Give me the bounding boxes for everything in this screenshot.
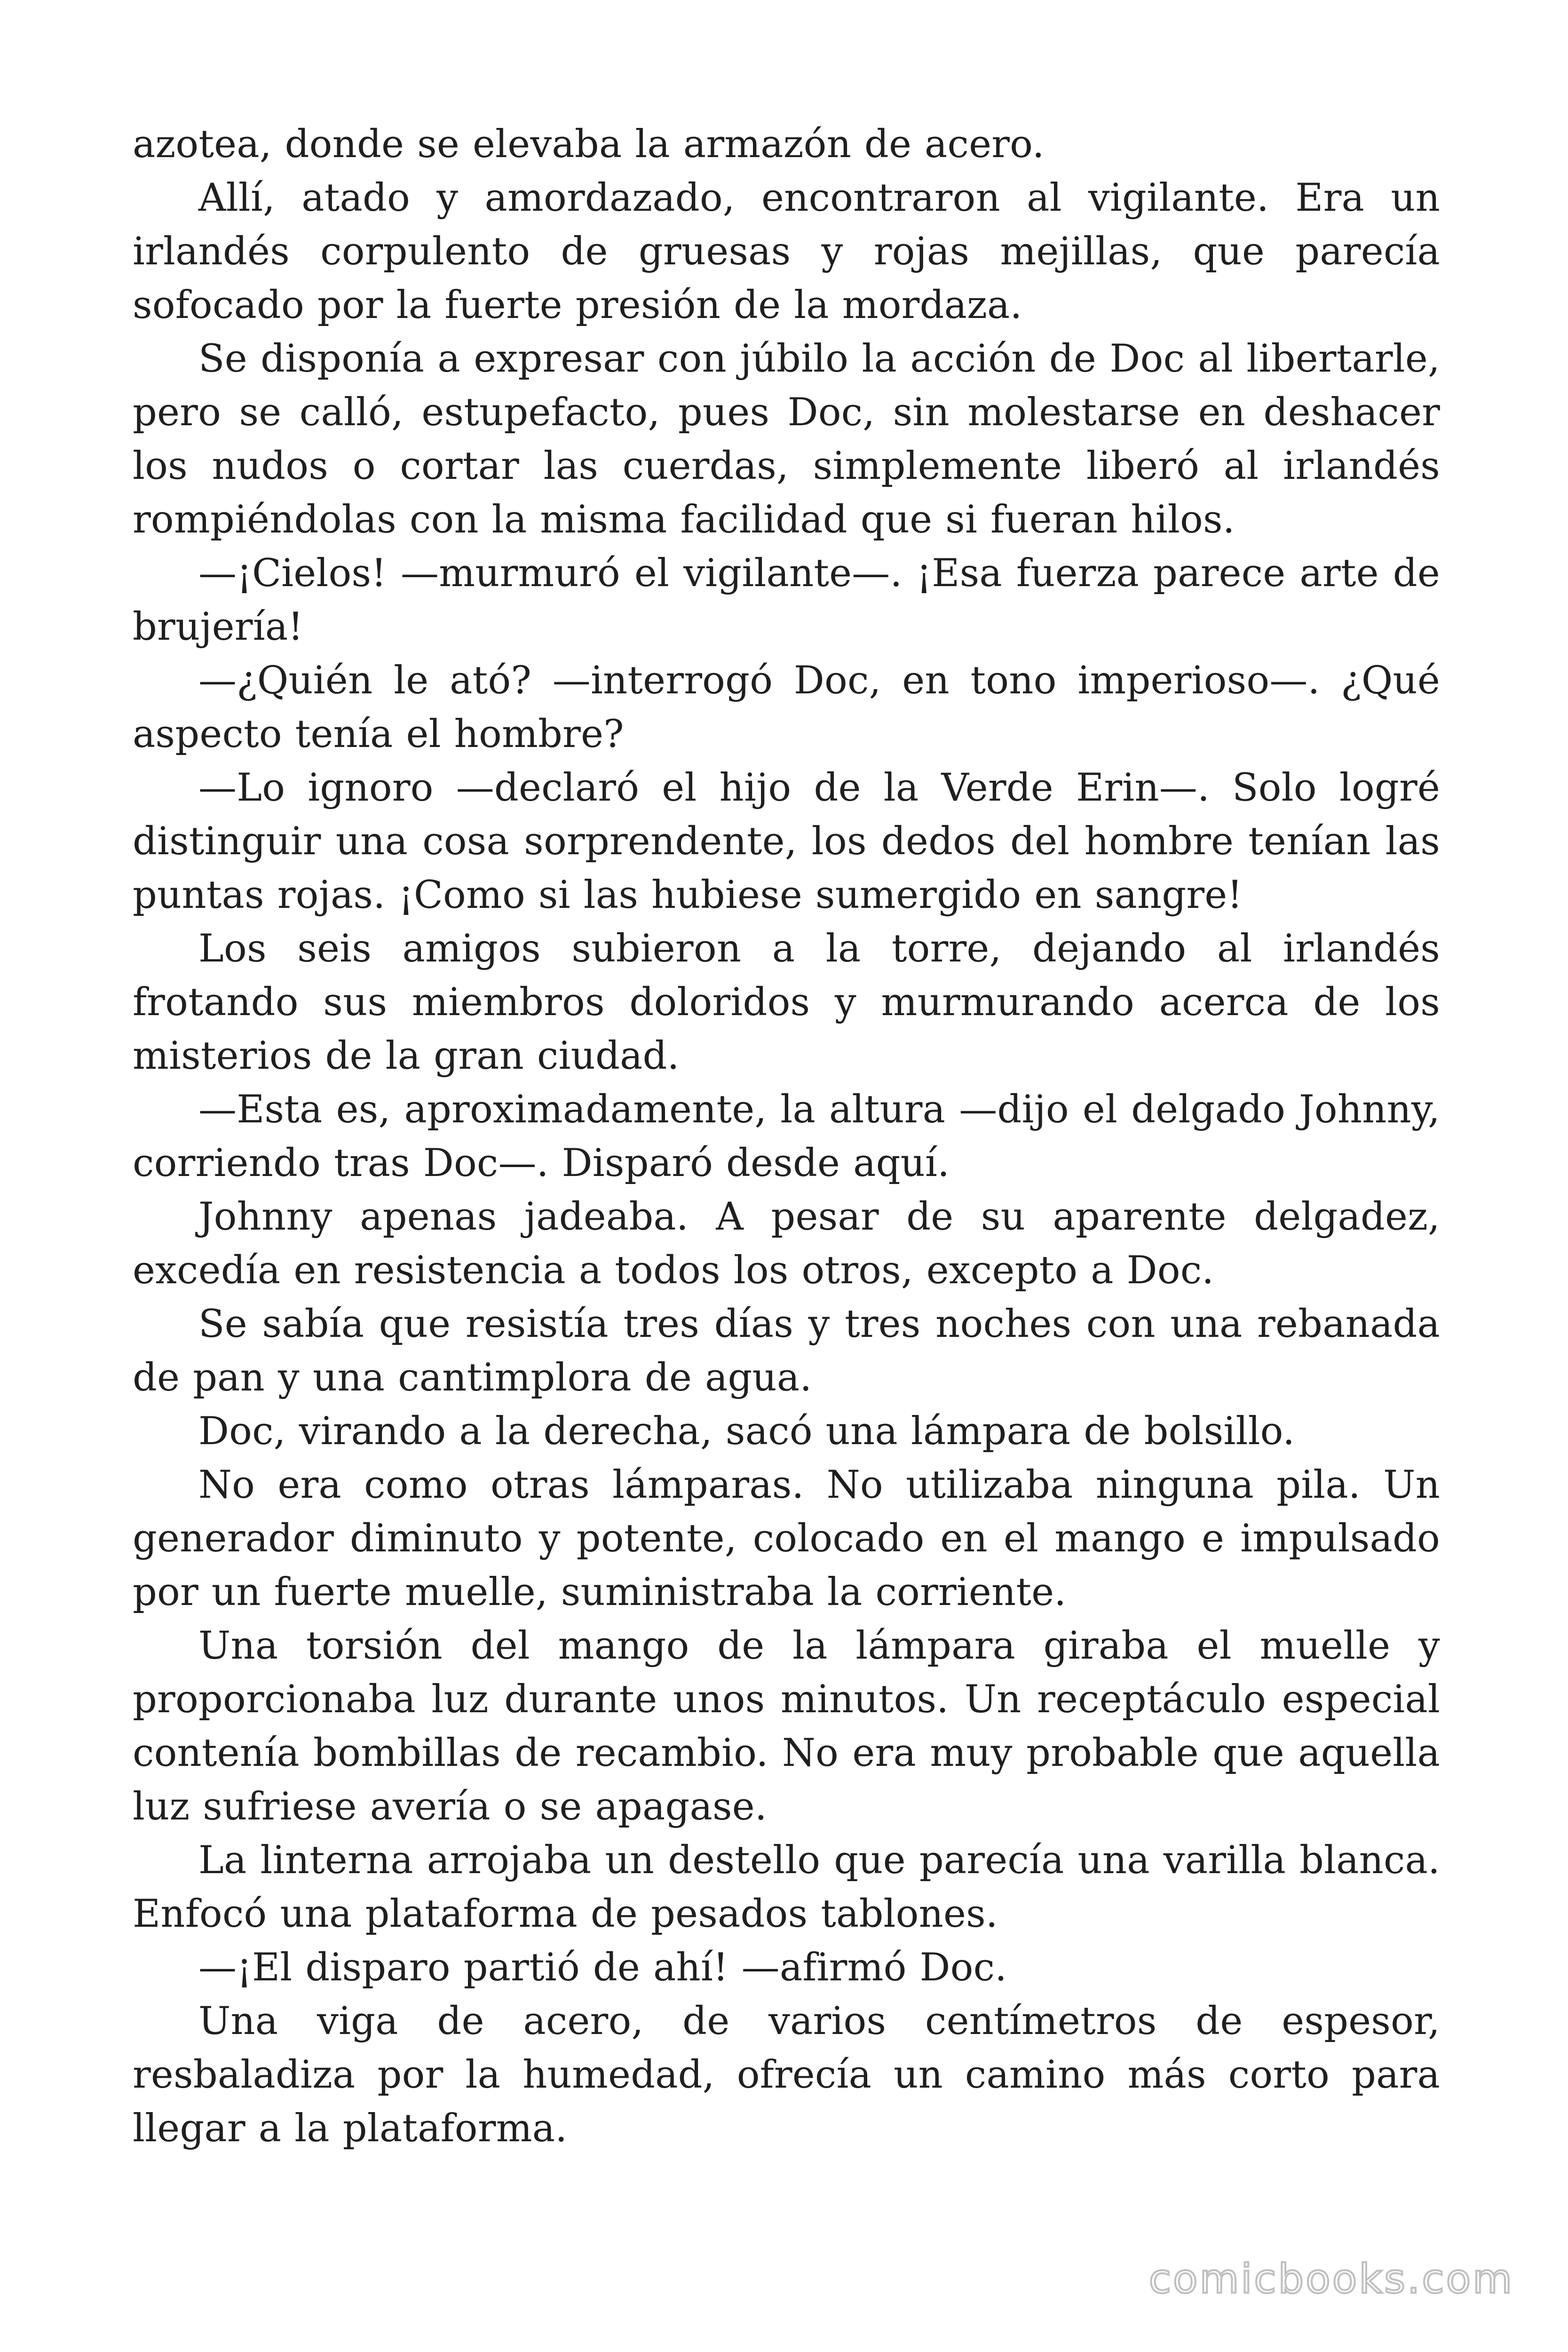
paragraph-2: Allí, atado y amordazado, encontraron al vigilante. Era un irlandés corpulento de gruesas y rojas mejillas, que parecía sofocado por la fuerte presión de la mordaza.: [133, 176, 1440, 327]
paragraph-14: La linterna arrojaba un destello que parecía una varilla blanca. Enfocó una plataforma de pesados tablones.: [133, 1838, 1440, 1936]
watermark: comicbooks.com: [1148, 2256, 1514, 2303]
paragraph-9: Johnny apenas jadeaba. A pesar de su aparente delgadez, excedía en resistencia a todos los otros, excepto a Doc.: [133, 1195, 1440, 1293]
paragraph-15: —¡El disparo partió de ahí! —afirmó Doc.: [198, 1946, 1007, 1990]
paragraph-10: Se sabía que resistía tres días y tres noches con una rebanada de pan y una cantimplora de agua.: [133, 1302, 1440, 1400]
body-text: [133, 118, 1440, 2155]
paragraph-11: Doc, virando a la derecha, sacó una lámpara de bolsillo.: [198, 1409, 1295, 1454]
paragraph-12: No era como otras lámparas. No utilizaba ninguna pila. Un generador diminuto y potente, colocado en el mango e impulsado por un fuerte muelle, suministraba la corriente.: [133, 1463, 1440, 1614]
paragraph-16: Una viga de acero, de varios centímetros de espesor, resbaladiza por la humedad, ofrecía un camino más corto para llegar a la plataforma.: [133, 1999, 1440, 2151]
paragraph-8: —Esta es, aproximadamente, la altura —dijo el delgado Johnny, corriendo tras Doc—. Disparó desde aquí.: [133, 1088, 1440, 1185]
paragraph-3: Se disponía a expresar con júbilo la acción de Doc al libertarle, pero se calló, estupefacto, pues Doc, sin molestarse en deshacer los nudos o cortar las cuerdas, simplemente liberó al irlandés rompiéndolas con la misma facilidad que si fueran hilos.: [133, 337, 1440, 542]
paragraph-5: —¿Quién le ató? —interrogó Doc, en tono imperioso—. ¿Qué aspecto tenía el hombre?: [133, 659, 1440, 756]
paragraph-13: Una torsión del mango de la lámpara giraba el muelle y proporcionaba luz durante unos minutos. Un receptáculo especial contenía bombillas de recambio. No era muy probable que aquella luz sufriese avería o se apagase.: [133, 1624, 1440, 1829]
paragraph-6: —Lo ignoro —declaró el hijo de la Verde Erin—. Solo logré distinguir una cosa sorprendente, los dedos del hombre tenían las puntas rojas. ¡Como si las hubiese sumergido en sangre!: [133, 766, 1440, 917]
paragraph-7: Los seis amigos subieron a la torre, dejando al irlandés frotando sus miembros doloridos y murmurando acerca de los misterios de la gran ciudad.: [133, 927, 1440, 1078]
paragraph-1: azotea, donde se elevaba la armazón de acero.: [133, 122, 1045, 167]
paragraph-4: —¡Cielos! —murmuró el vigilante—. ¡Esa fuerza parece arte de brujería!: [133, 551, 1440, 649]
